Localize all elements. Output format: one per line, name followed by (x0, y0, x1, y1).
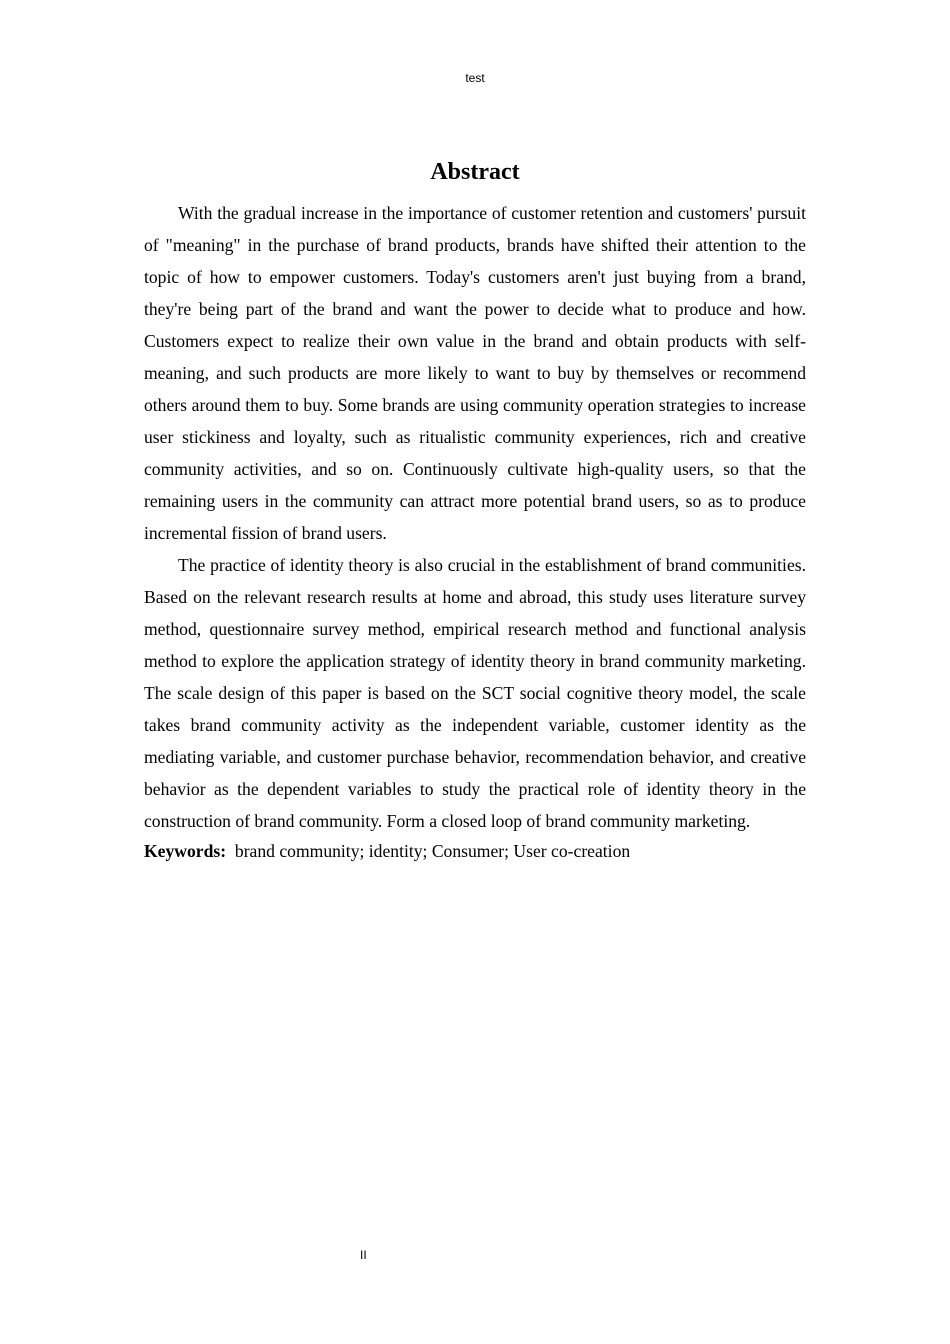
abstract-paragraph-1: With the gradual increase in the importance of customer retention and customers' pursuit of "meaning" in the purchase of brand products, brands have shifted their attention to the topic of how to empower customers. Today's customers aren't just buying from a brand, they're being part of the brand and want the power to decide what to produce and how. Customers expect to realize their own value in the brand and obtain products with self-meaning, and such products are more likely to want to buy by themselves or recommend others around them to buy. Some brands are using community operation strategies to increase user stickiness and loyalty, such as ritualistic community experiences, rich and creative community activities, and so on. Continuously cultivate high-quality users, so that the remaining users in the community can attract more potential brand users, so as to produce incremental fission of brand users. (144, 203, 806, 543)
keywords-value: brand community; identity; Consumer; User co-creation (234, 841, 631, 861)
abstract-paragraph-2: The practice of identity theory is also crucial in the establishment of brand communities. Based on the relevant research results at home and abroad, this study uses literature survey method, questionnaire survey method, empirical research method and functional analysis method to explore the application strategy of identity theory in brand community marketing. The scale design of this paper is based on the SCT social cognitive theory model, the scale takes brand community activity as the independent variable, customer identity as the mediating variable, and customer purchase behavior, recommendation behavior, and creative behavior as the dependent variables to study the practical role of identity theory in the construction of brand community. Form a closed loop of brand community marketing. (144, 555, 806, 831)
keywords-line (144, 839, 806, 863)
keywords-label: Keywords: (144, 841, 227, 861)
page-number: II (360, 1248, 367, 1262)
abstract-title: Abstract (430, 159, 520, 185)
page-header: test (465, 71, 485, 85)
abstract-body (144, 197, 806, 863)
